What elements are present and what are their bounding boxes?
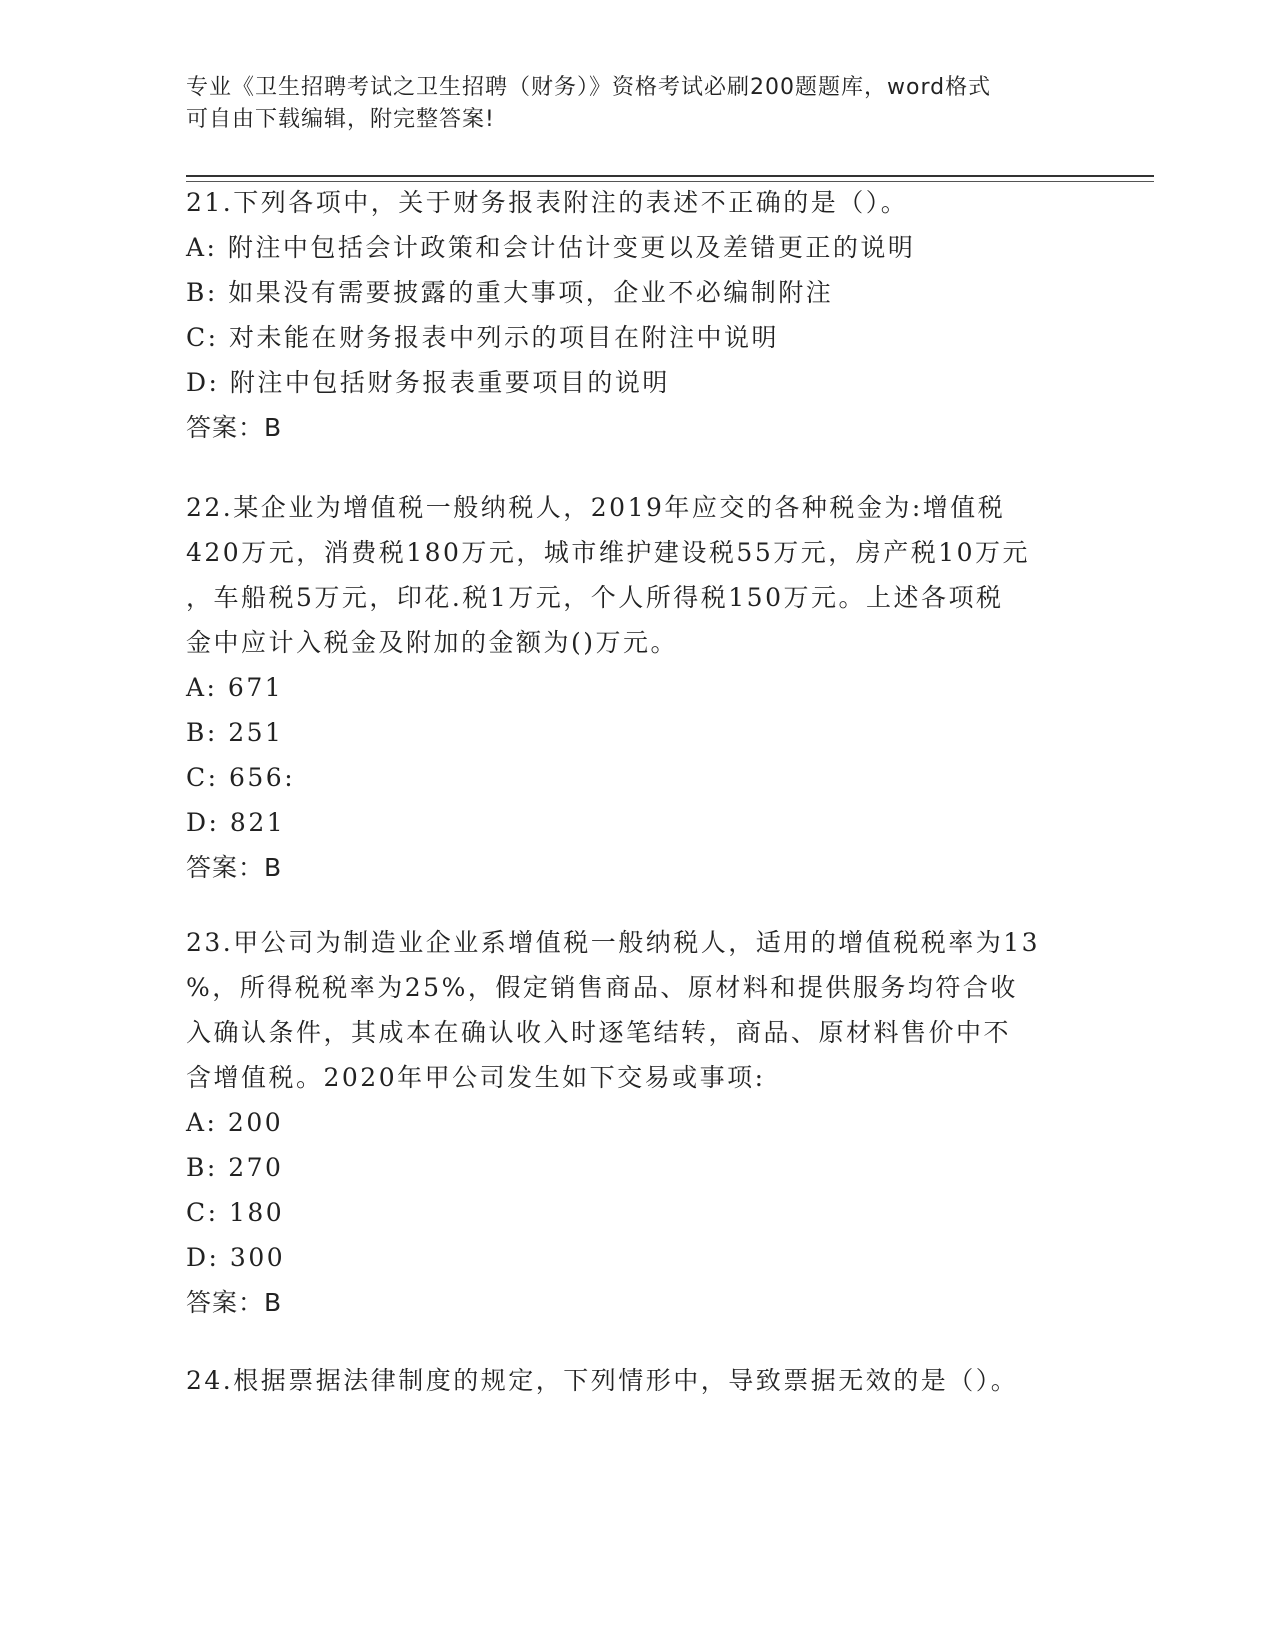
question-21 — [186, 180, 1086, 450]
answer: 答案：B — [186, 1288, 283, 1317]
option-d: D: 821 — [186, 808, 286, 837]
option-c: C: 180 — [186, 1198, 285, 1227]
option-c: C: 656: — [186, 763, 296, 792]
option-a: A: 200 — [186, 1108, 284, 1137]
answer: 答案：B — [186, 853, 283, 882]
question-stem: 21.下列各项中，关于财务报表附注的表述不正确的是（）。 — [186, 188, 909, 217]
answer: 答案：B — [186, 413, 283, 442]
option-c: C: 对未能在财务报表中列示的项目在附注中说明 — [186, 323, 779, 352]
question-stem-line: 入确认条件，其成本在确认收入时逐笔结转，商品、原材料售价中不 — [186, 1018, 1012, 1047]
option-d: D: 附注中包括财务报表重要项目的说明 — [186, 368, 670, 397]
question-stem-line: 金中应计入税金及附加的金额为()万元。 — [186, 628, 679, 657]
option-b: B: 270 — [186, 1153, 284, 1182]
option-a: A: 附注中包括会计政策和会计估计变更以及差错更正的说明 — [186, 233, 916, 262]
question-stem-line: 22.某企业为增值税一般纳税人，2019年应交的各种税金为:增值税 — [186, 493, 1006, 522]
header-divider-thick — [186, 175, 1154, 177]
header-line-2: 可自由下载编辑，附完整答案! — [186, 107, 495, 132]
question-23 — [186, 920, 1086, 1325]
question-stem-line: ，车船税5万元，印花.税1万元，个人所得税150万元。上述各项税 — [186, 583, 1004, 612]
header-line-1: 专业《卫生招聘考试之卫生招聘（财务）》资格考试必刷200题题库，word格式 — [186, 75, 992, 100]
question-stem-line: 420万元，消费税180万元，城市维护建设税55万元，房产税10万元 — [186, 538, 1031, 567]
question-stem: 24.根据票据法律制度的规定，下列情形中，导致票据无效的是（）。 — [186, 1366, 1019, 1395]
question-22 — [186, 485, 1086, 890]
document-header — [186, 72, 1086, 136]
question-24 — [186, 1358, 1086, 1403]
option-b: B: 如果没有需要披露的重大事项，企业不必编制附注 — [186, 278, 834, 307]
question-stem-line: 含增值税。2020年甲公司发生如下交易或事项: — [186, 1063, 766, 1092]
option-d: D: 300 — [186, 1243, 286, 1272]
question-stem-line: %，所得税税率为25%，假定销售商品、原材料和提供服务均符合收 — [186, 973, 1018, 1002]
option-b: B: 251 — [186, 718, 284, 747]
question-stem-line: 23.甲公司为制造业企业系增值税一般纳税人，适用的增值税税率为13 — [186, 928, 1041, 957]
option-a: A: 671 — [186, 673, 284, 702]
